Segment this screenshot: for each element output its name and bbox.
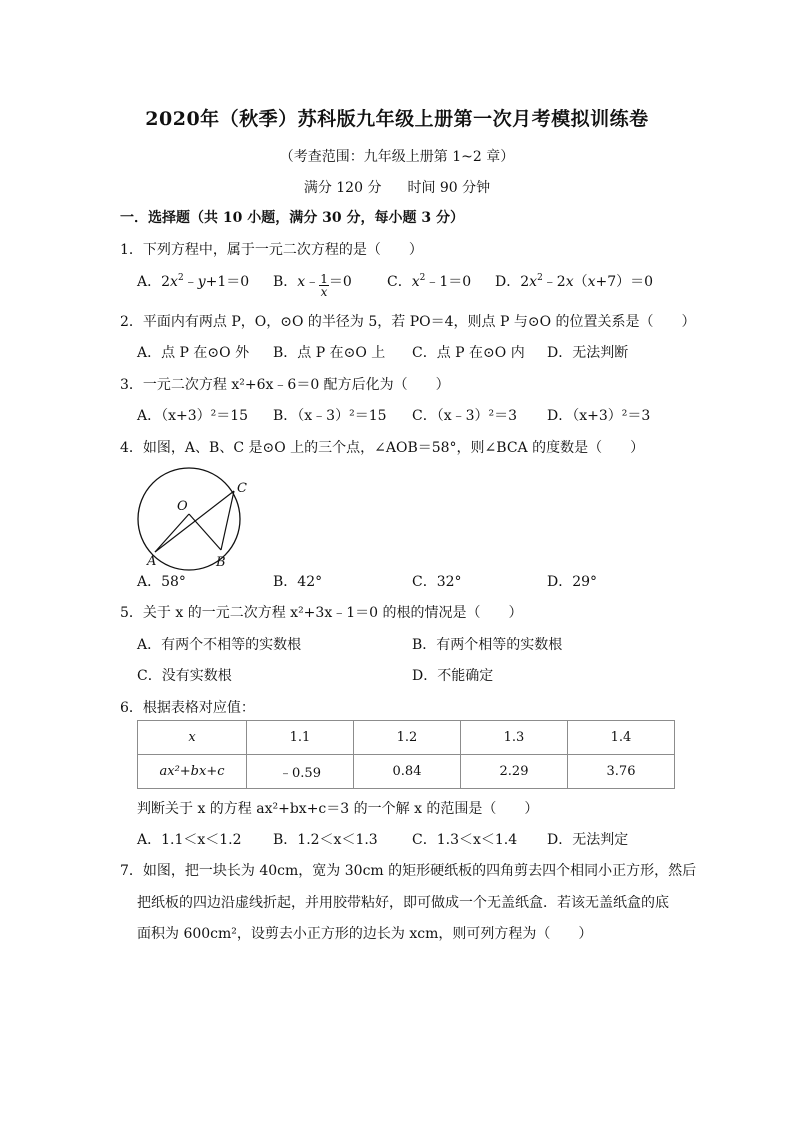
question-number: 3．	[120, 377, 143, 393]
q6-option-a: A．1.1＜x＜1.2	[137, 832, 242, 848]
q2-option-d: D．无法判断	[547, 345, 629, 361]
value-table	[137, 720, 675, 789]
question-stem: 关于 x 的一元二次方程 x²+3x﹣1＝0 的根的情况是（ ）	[142, 605, 523, 621]
question-5	[120, 602, 522, 622]
question-stem: 如图，A、B、C 是⊙O 上的三个点，∠AOB＝58°，则∠BCA 的度数是（ ）	[142, 440, 645, 456]
question-6	[120, 697, 255, 717]
table-cell: 3.76	[568, 755, 675, 789]
question-7	[120, 860, 696, 880]
q3-option-b: B．（x﹣3）²＝15	[273, 408, 387, 424]
question-1	[120, 239, 423, 259]
table-row	[138, 721, 675, 755]
exam-meta	[0, 177, 794, 197]
q5-option-c: C．没有实数根	[137, 668, 232, 684]
q2-option-c: C．点 P 在⊙O 内	[412, 345, 525, 361]
circle-figure	[130, 462, 260, 572]
q6-option-d: D．无法判定	[547, 832, 629, 848]
q4-option-a: A．58°	[137, 574, 186, 590]
q4-option-c: C．32°	[412, 574, 462, 590]
table-cell: 1.3	[461, 721, 568, 755]
q3-option-a: A．（x+3）²＝15	[137, 408, 249, 424]
label-c: C	[237, 481, 247, 496]
table-header-cell: x	[138, 721, 247, 755]
table-header-cell: ax²+bx+c	[138, 755, 247, 789]
fraction: $\frac{1}{x}$	[320, 272, 328, 299]
q4-option-b: B．42°	[273, 574, 323, 590]
table-cell: 1.2	[354, 721, 461, 755]
table-cell: 2.29	[461, 755, 568, 789]
q6-option-c: C．1.3＜x＜1.4	[412, 832, 518, 848]
q1-option-b: B．x﹣ $\frac{1}{x}$ ＝0	[273, 272, 352, 299]
question-stem: 一元二次方程 x²+6x﹣6＝0 配方后化为（ ）	[142, 377, 450, 393]
q4-option-d: D．29°	[547, 574, 598, 590]
q3-option-d: D．（x+3）²＝3	[547, 408, 651, 424]
q2-option-b: B．点 P 在⊙O 上	[273, 345, 386, 361]
table-cell: ﹣0.59	[247, 755, 354, 789]
question-number: 4．	[120, 440, 143, 456]
q6-follow-up: 判断关于 x 的方程 ax²+bx+c＝3 的一个解 x 的范围是（ ）	[137, 801, 539, 817]
question-2	[120, 311, 696, 331]
table-cell: 1.4	[568, 721, 675, 755]
q2-option-a: A．点 P 在⊙O 外	[137, 345, 250, 361]
question-stem: 根据表格对应值：	[142, 700, 255, 716]
label-o: O	[177, 499, 188, 514]
table-cell: 1.1	[247, 721, 354, 755]
label-a: A	[147, 554, 157, 569]
question-stem: 下列方程中，属于一元二次方程的是（ ）	[142, 242, 423, 258]
q5-option-a: A．有两个不相等的实数根	[137, 637, 302, 653]
question-stem-line-1: 如图，把一块长为 40cm，宽为 30cm 的矩形硬纸板的四角剪去四个相同小正方形，然后	[142, 863, 697, 879]
question-number: 7．	[120, 863, 143, 879]
question-number: 2．	[120, 314, 143, 330]
table-row	[138, 755, 675, 789]
segment-ob	[189, 514, 221, 550]
q5-option-b: B．有两个相等的实数根	[412, 637, 563, 653]
exam-scope: （考查范围：九年级上册第 1~2 章）	[279, 149, 515, 165]
q1-option-a: A．$2x^2﹣y+1=0$	[137, 273, 250, 290]
question-number: 1．	[120, 242, 143, 258]
question-3	[120, 374, 450, 394]
q5-option-d: D．不能确定	[412, 668, 494, 684]
time-limit: 时间 90 分钟	[407, 180, 491, 196]
label-b: B	[216, 555, 226, 570]
exam-title: 2020年（秋季）苏科版九年级上册第一次月考模拟训练卷	[145, 108, 649, 130]
q1-option-d: D．$2x^2﹣2x(x+7)=0$	[495, 273, 654, 290]
table-cell: 0.84	[354, 755, 461, 789]
q3-option-c: C．（x﹣3）²＝3	[412, 408, 518, 424]
question-number: 5．	[120, 605, 143, 621]
q1-option-c: C．$x^2﹣1=0$	[387, 273, 472, 290]
segment-oa	[155, 514, 189, 552]
question-stem-line-3: 面积为 600cm²，设剪去小正方形的边长为 xcm，则可列方程为（ ）	[137, 926, 593, 942]
question-number: 6．	[120, 700, 143, 716]
section-heading: 一．选择题（共 10 小题，满分 30 分，每小题 3 分）	[120, 210, 464, 226]
question-stem: 平面内有两点 P，O，⊙O 的半径为 5，若 PO＝4，则点 P 与⊙O 的位置关系是（ ）	[142, 314, 696, 330]
q6-option-b: B．1.2＜x＜1.3	[273, 832, 378, 848]
question-stem-line-2: 把纸板的四边沿虚线折起，并用胶带粘好，即可做成一个无盖纸盒．若该无盖纸盒的底	[137, 895, 669, 911]
full-score: 满分 120 分	[303, 180, 382, 196]
question-4	[120, 437, 644, 457]
